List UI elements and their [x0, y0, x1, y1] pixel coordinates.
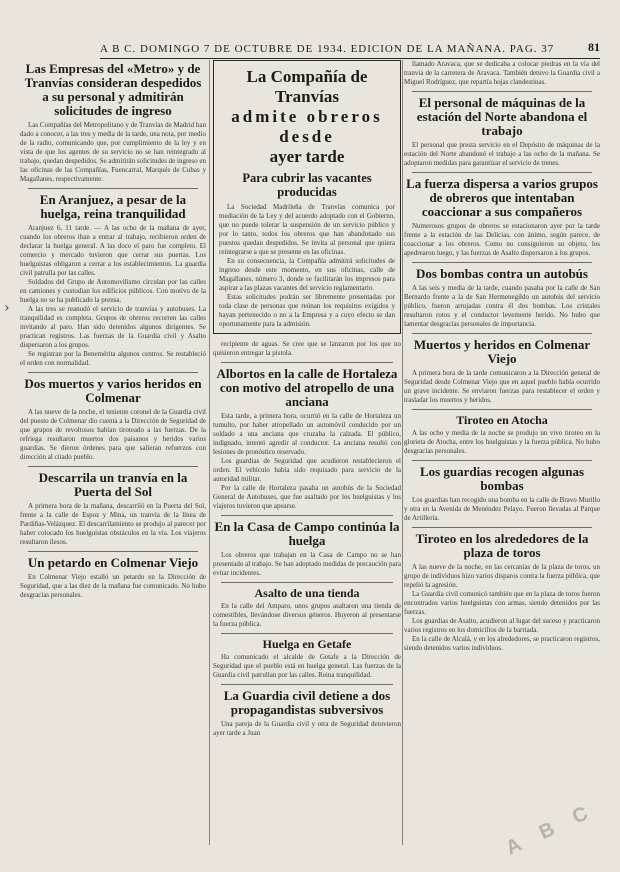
article-colmenar-viejo-headline: Muertos y heridos en Colmenar Viejo [413, 337, 591, 366]
article-fuerza-dispersa-body: Numerosos grupos de obreros se estacionaron ayer por la tarde frente a la estación de las Delicias, con ánimo, según parece, de coaccionar a los obreros. Como no consiguieron su objeto, los apedrearon luego, y las fuerzas de Asalto dispersaron a los grupos. [404, 222, 600, 257]
separator [412, 333, 592, 334]
article-hortaleza-body-1: Esta tarde, a primera hora, ocurrió en la calle de Hortaleza un tumulto, por haber atropellado un automóvil conducido por un soldado a una anciana que cruzaba la calzada. El público, indignado, intentó agredir al conductor. La anciana resultó con lesiones de pronóstico reservado. [213, 412, 401, 456]
article-atocha-body: A las ocho y media de la noche se produjo un vivo tiroteo en la glorieta de Atocha, entre los huelguistas y la fuerza pública. No hubo desgracias personales. [404, 429, 600, 455]
article-hortaleza-body-2: Los guardias de Seguridad que acudieron restablecieron el orden. El vehículo había sido requisado para servicio de la autoridad militar. [213, 457, 401, 483]
article-aranjuez-body-3: A las tres se reanudó el servicio de tranvías y autobuses. La tranquilidad es completa. Grupos de obreros recorren las calles invitando al paro. Han sido detenidos algunos dirigentes. Se practican registros. Las fuerzas de la Guardia civil y Asalto dispersaron a los grupos. [20, 305, 206, 349]
separator [28, 551, 198, 552]
separator [221, 515, 393, 516]
column-3 [404, 60, 600, 849]
article-plaza-toros-body-3: Los guardias de Asalto, acudieron al lugar del suceso y practicaron varios registros en los domicilios de la barriada. [404, 617, 600, 634]
separator [412, 91, 592, 92]
separator [28, 372, 198, 373]
article-atocha-headline: Tiroteo en Atocha [456, 413, 548, 427]
article-aranjuez-body-4: Se registran por la Benemérita algunos centros. Se restableció el orden con normalidad. [20, 350, 206, 367]
page-number: 81 [588, 40, 600, 54]
separator [221, 633, 393, 634]
featured-body-1: La Sociedad Madrileña de Tranvías comunica por mediación de la Ley y del acuerdo adoptado con el Gobierno, que no puede tolerar la suspensión de un servicio público y por lo tanto, todos los obreros que han abandonado sus puestos quedan despedidos. Se invita al personal que quiera reintegrarse a que se presente en las oficinas. [219, 203, 395, 256]
separator [221, 684, 393, 685]
binding-mark-icon: › [4, 300, 10, 316]
separator [221, 582, 393, 583]
article-asalto-body: En la calle del Amparo, unos grupos asaltaron una tienda de comestibles, llevándose diversos géneros. Huyeron al presentarse la fuerza pública. [213, 602, 401, 628]
featured-body-3: Estas solicitudes podrán ser libremente presentadas por toda clase de personas que reúnan los requisitos exigidos y hayan pertenecido o no a la Empresa y a cuyo efecto se dan oportunamente para la admisión. [219, 293, 395, 328]
article-colmenar-headline: Dos muertos y varios heridos en Colmenar [24, 376, 202, 405]
article-guardia-civil-body: Una pareja de la Guardia civil y otra de Seguridad detuvieron ayer tarde a Juan [213, 720, 401, 737]
featured-headline-line-2: admite obreros desde [231, 107, 383, 146]
separator [412, 527, 592, 528]
article-bombas-headline: Dos bombas contra un autobús [416, 266, 588, 281]
article-estacion-norte-body: El personal que presta servicio en el Depósito de máquinas de la estación del Norte abandonó el trabajo a las ocho de la mañana. Se adoptaron medidas para garantizar el servicio de trenes. [404, 141, 600, 167]
article-estacion-norte-headline: El personal de máquinas de la estación del Norte abandona el trabajo [416, 95, 588, 138]
column-rule-1 [209, 60, 210, 845]
article-colmenar-viejo-body: A primera hora de la tarde comunicaron a la Dirección general de Seguridad desde Colmenar Viejo que en aquel pueblo había ocurrido un grave incidente. Se enviaron fuerzas para restablecer el orden y trasladar los muertos y heridos. [404, 369, 600, 404]
article-hortaleza-headline: Albortos en la calle de Hortaleza con motivo del atropello de una anciana [216, 366, 398, 409]
separator [412, 172, 592, 173]
column-1 [20, 60, 206, 849]
article-bombas-recogidas-headline: Los guardias recogen algunas bombas [419, 464, 585, 493]
watermark-letter: A [502, 833, 525, 860]
article-casa-campo-headline: En la Casa de Campo continúa la huelga [214, 519, 400, 548]
article-tranvia-body: A primera hora de la mañana, descarriló en la Puerta del Sol, frente a la calle de Espoz y Mina, un tranvía de la línea de Pardiñas-Velázquez. El descarrilamiento se produjo al parecer por haber colocado los huelguistas obstáculos en la vía. Los viajeros resultaron ilesos. [20, 502, 206, 546]
separator [412, 409, 592, 410]
featured-box [213, 60, 401, 334]
article-bombas-recogidas-body: Los guardias han recogido una bomba en la calle de Bravo Murillo y otra en la Avenida de Menéndez Pelayo. Fueron llevadas al Parque de Artillería. [404, 496, 600, 522]
separator [28, 188, 198, 189]
watermark-letter: B [535, 817, 558, 844]
separator [221, 362, 393, 363]
column-2 [213, 60, 401, 849]
featured-headline-line-1: La Compañía de Tranvías [246, 67, 368, 106]
article-casa-campo-body: Los obreros que trabajan en la Casa de Campo no se han presentado al trabajo. Se han adoptado medidas de precaución para evitar incidentes. [213, 551, 401, 577]
article-plaza-toros-body-1: A las nueve de la noche, en las cercanías de la plaza de toros, un grupo de individuos hizo varios disparos contra la fuerza pública, que repelió la agresión. [404, 563, 600, 589]
article-plaza-toros-body-4: En la calle de Alcalá, y en los alrededores, se practicaron registros, siendo detenidos varios individuos. [404, 635, 600, 652]
continued-text-col3: llamado Aravaca, que se dedicaba a colocar piedras en la vía del tranvía de la carretera de Aravaca. También detuvo la Guardia civil a Miguel Rodríguez, que repartía hojas clandestinas. [404, 60, 600, 86]
article-metro-body: Las Compañías del Metropolitano y de Tranvías de Madrid han dado a conocer, a las tres y media de la tarde, una nota, por medio de la radio, comunicando que, por cumplimiento de la ley y en vista de que los agentes de su servicio no se han reintegrado al trabajo, quedan despedidos. Se admitirán solicitudes de ingreso en las oficinas de las Compañías, Fuencarral, Marqués de Cubas y Magallanes, respectivamente. [20, 121, 206, 183]
article-bombas-body: A las seis y media de la tarde, cuando pasaba por la calle de San Bernardo frente a la de San Hermenegildo un autobús del servicio público, fueron arrojadas contra él dos bombas. Los cristales resultaron rotos y el conductor levemente herido. No hubo que lamentar desgracias personales de importancia. [404, 284, 600, 328]
article-petardo-headline: Un petardo en Colmenar Viejo [27, 555, 199, 570]
article-tranvia-headline: Descarrila un tranvía en la Puerta del Sol [38, 470, 188, 499]
article-getafe-headline: Huelga en Getafe [262, 637, 352, 651]
article-fuerza-dispersa-headline: La fuerza dispersa a varios grupos de obreros que intentaban coaccionar a sus compañeros [406, 176, 598, 219]
article-guardia-civil-headline: La Guardia civil detiene a dos propagandistas subversivos [223, 688, 391, 717]
article-aranjuez-headline: En Aranjuez, a pesar de la huelga, reina tranquilidad [39, 192, 187, 221]
article-metro-headline: Las Empresas del «Metro» y de Tranvías consideran despedidos a su personal y admitirán solicitudes de ingreso [24, 61, 202, 118]
watermark-letter: C [568, 802, 592, 829]
article-getafe-body: Ha comunicado el alcalde de Getafe a la Dirección de Seguridad que el pueblo está en huelga general. Las fuerzas de la Guardia civil patrullan por las calles. Reina tranquilidad. [213, 653, 401, 679]
continued-text: recipiente de aguas. Se cree que se lanzaron por los que no quisieron entregar la pistola. [213, 340, 401, 357]
featured-subheadline: Para cubrir las vacantes producidas [242, 171, 372, 199]
separator [412, 460, 592, 461]
separator [412, 262, 592, 263]
article-aranjuez-body-1: Aranjuez 6, 11 tarde. — A las ocho de la mañana de ayer, cuando los obreros iban a entrar al trabajo, recibieron orden de declarar la huelga general. A las doce el paro fue completo. El comercio y mercado tuvieron que cerrar sus puertas. Los huelguistas obligaron a cerrar a los establecimientos. La guardia civil patrulla por las calles. [20, 224, 206, 277]
column-rule-2 [402, 60, 403, 845]
separator [28, 466, 198, 467]
featured-body-2: En su consecuencia, la Compañía admitirá solicitudes de ingreso desde este momento, en sus oficinas, calle de Magallanes, número 3, donde se facilitarán los impresos para aspirar a las plazas vacantes del servicio reglamentario. [219, 257, 395, 292]
article-petardo-body: En Colmenar Viejo estalló un petardo en la Dirección de Seguridad, que a las diez de la mañana fue comunicado. No hubo desgracias personales. [20, 573, 206, 599]
article-hortaleza-body-3: Por la calle de Hortaleza pasaba un autobús de la Sociedad General de Autobuses, que fue asaltado por los huelguistas y los viajeros tuvieron que apearse. [213, 484, 401, 510]
masthead-date-line: A B C. DOMINGO 7 DE OCTUBRE DE 1934. EDICION DE LA MAÑANA. PAG. 37 [100, 43, 555, 55]
article-asalto-headline: Asalto de una tienda [254, 586, 360, 600]
masthead [100, 33, 600, 59]
article-aranjuez-body-2: Soldados del Grupo de Automovilismo circulan por las calles en camiones y custodian los edificios públicos. Con motivo de la huelga no se ha publicado la prensa. [20, 278, 206, 304]
featured-headline-line-3: ayer tarde [269, 147, 345, 166]
article-plaza-toros-headline: Tiroteo en los alrededores de la plaza de toros [415, 531, 589, 560]
featured-headline [219, 67, 395, 167]
article-plaza-toros-body-2: La Guardia civil comunicó también que en la plaza de toros fueron encontrados varios huelguistas con armas, siendo detenidos por las fuerzas. [404, 590, 600, 616]
article-colmenar-body: A las nueve de la noche, el teniente coronel de la Guardia civil del puesto de Colmenar dio cuenta a la Dirección de Seguridad de que grupos de revoltosos habían tiroteado a las fuerzas. De la refriega resultaron muertos dos paisanos y heridos varios guardias. Se dieron órdenes para que salieran refuerzos con dirección al citado pueblo. [20, 408, 206, 461]
